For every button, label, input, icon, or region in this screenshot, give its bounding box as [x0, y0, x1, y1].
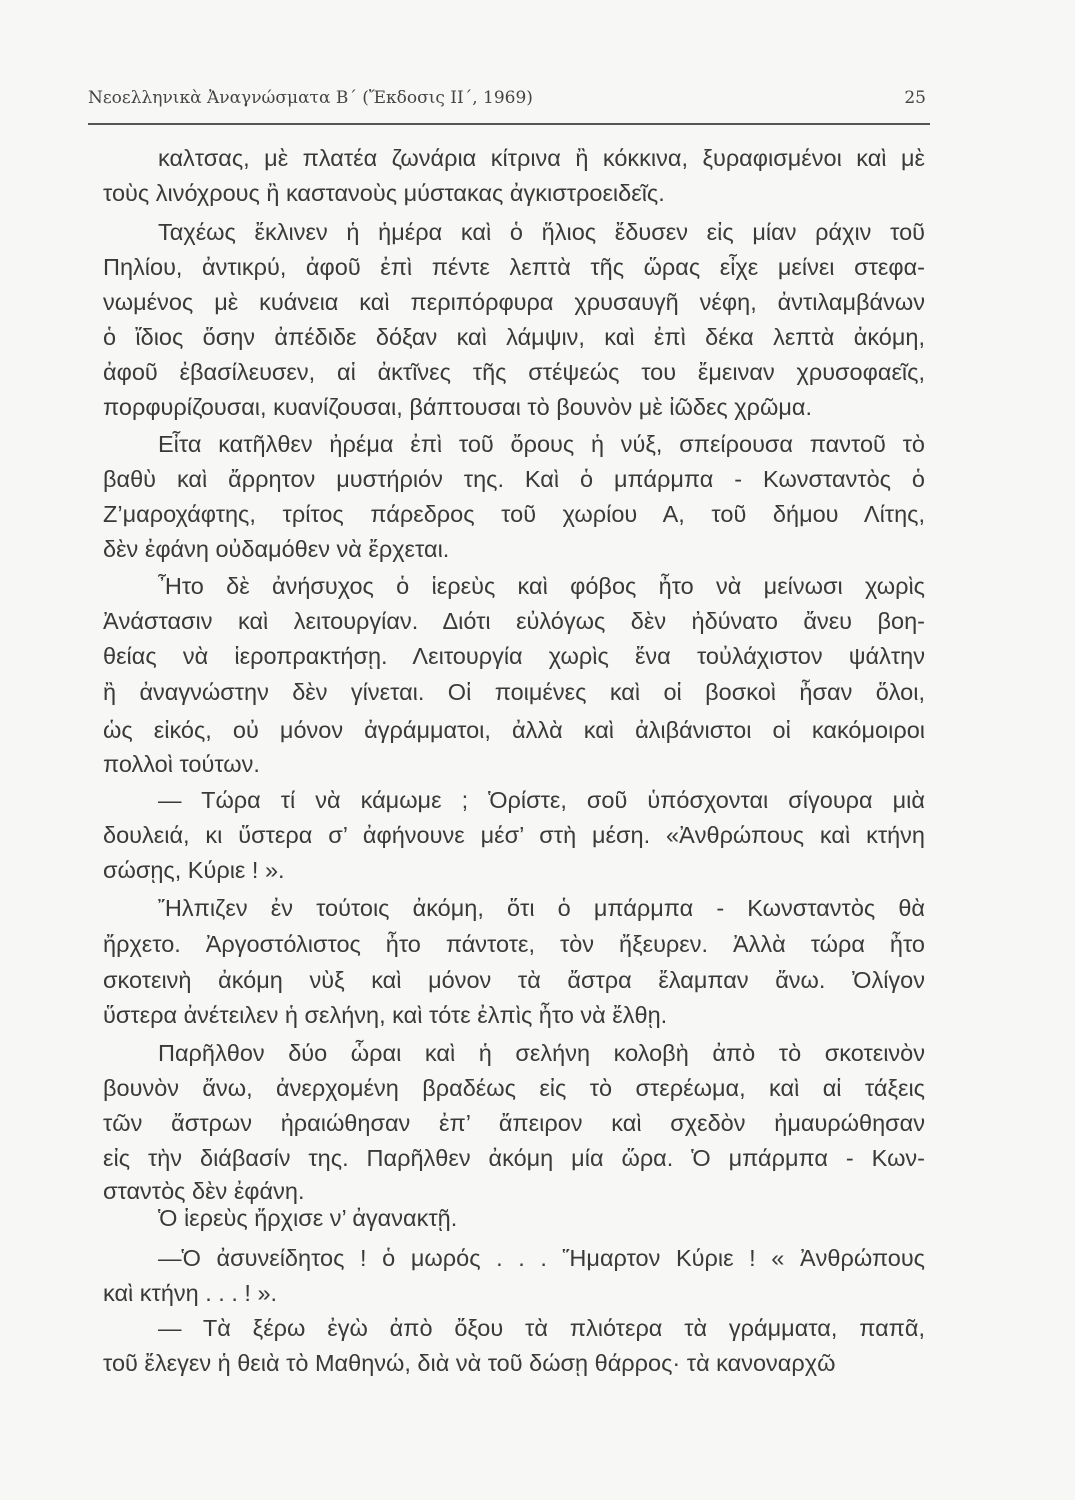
text-line: τῶν ἄστρων ἠραιώθησαν ἐπ’ ἄπειρον καὶ σχεδὸν ἠμαυρώθησαν [103, 1110, 925, 1136]
header-rule [88, 123, 930, 125]
text-line: ἢ ἀναγνώστην δὲν γίνεται. Οἱ ποιμένες καὶ οἱ βοσκοὶ ἦσαν ὅλοι, [103, 679, 925, 705]
text-line: βουνὸν ἄνω, ἀνερχομένη βραδέως εἰς τὸ στερέωμα, καὶ αἱ τάξεις [103, 1075, 925, 1101]
text-line: σώσῃς, Κύριε ! ». [103, 857, 285, 883]
text-line: πορφυρίζουσαι, κυανίζουσαι, βάπτουσαι τὸ βουνὸν μὲ ἰῶδες χρῶμα. [103, 394, 812, 420]
text-line: νωμένος μὲ κυάνεια καὶ περιπόρφυρα χρυσαυγῆ νέφη, ἀντιλαμβάνων [103, 289, 925, 315]
text-line: ἀφοῦ ἐβασίλευσεν, αἱ ἀκτῖνες τῆς στέψεώς του ἔμειναν χρυσοφαεῖς, [103, 359, 925, 385]
text-line: ὡς εἰκός, οὐ μόνον ἀγράμματοι, ἀλλὰ καὶ ἀλιβάνιστοι οἱ κακόμοιροι [103, 717, 925, 743]
text-line: τοὺς λινόχρους ἢ καστανοὺς μύστακας ἀγκιστροειδεῖς. [103, 180, 665, 206]
text-line: Ταχέως ἔκλινεν ἡ ἡμέρα καὶ ὁ ἥλιος ἔδυσεν εἰς μίαν ράχιν τοῦ [158, 219, 925, 245]
running-title: Νεοελληνικὰ Ἀναγνώσματα Β΄ (Ἔκδοσις ΙΙ΄, 1969) [88, 88, 533, 108]
text-line: βαθὺ καὶ ἄρρητον μυστήριόν της. Καὶ ὁ μπάρμπα - Κωνσταντὸς ὁ [103, 466, 925, 492]
page-number: 25 [904, 88, 926, 108]
text-line: τοῦ ἔλεγεν ἡ θειὰ τὸ Μαθηνώ, διὰ νὰ τοῦ δώσῃ θάρρος· τὰ κανοναρχῶ [103, 1350, 836, 1376]
text-line: Πηλίου, ἀντικρύ, ἀφοῦ ἐπὶ πέντε λεπτὰ τῆς ὥρας εἶχε μείνει στεφα- [103, 254, 925, 280]
text-line: Εἶτα κατῆλθεν ἠρέμα ἐπὶ τοῦ ὄρους ἡ νύξ, σπείρουσα παντοῦ τὸ [158, 431, 925, 457]
text-line: Παρῆλθον δύο ὧραι καὶ ἡ σελήνη κολοβὴ ἀπὸ τὸ σκοτεινὸν [158, 1040, 925, 1066]
text-line: ἤρχετο. Ἀργοστόλιστος ἦτο πάντοτε, τὸν ἤξευρεν. Ἀλλὰ τώρα ἦτο [103, 931, 925, 957]
text-line: — Τὰ ξέρω ἐγὼ ἀπὸ ὄξου τὰ πλιότερα τὰ γράμματα, παπᾶ, [158, 1315, 925, 1341]
text-line: Ἦτο δὲ ἀνήσυχος ὁ ἱερεὺς καὶ φόβος ἦτο νὰ μείνωσι χωρὶς [158, 573, 925, 599]
text-line: εἰς τὴν διάβασίν της. Παρῆλθεν ἀκόμη μία ὥρα. Ὁ μπάρμπα - Κων- [103, 1145, 925, 1171]
text-line: Ζ’μαροχάφτης, τρίτος πάρεδρος τοῦ χωρίου Α, τοῦ δήμου Λίτης, [103, 501, 925, 527]
text-line: σταντὸς δὲν ἐφάνη. [103, 1178, 305, 1204]
text-line: δὲν ἐφάνη οὐδαμόθεν νὰ ἔρχεται. [103, 536, 450, 562]
text-line: καλτσας, μὲ πλατέα ζωνάρια κίτρινα ἢ κόκκινα, ξυραφισμένοι καὶ μὲ [158, 145, 925, 171]
text-line: — Τώρα τί νὰ κάμωμε ; Ὁρίστε, σοῦ ὑπόσχονται σίγουρα μιὰ [158, 787, 925, 813]
text-line: Ἤλπιζεν ἐν τούτοις ἀκόμη, ὅτι ὁ μπάρμπα - Κωνσταντὸς θὰ [158, 895, 925, 921]
text-line: ὁ ἴδιος ὅσην ἀπέδιδε δόξαν καὶ λάμψιν, καὶ ἐπὶ δέκα λεπτὰ ἀκόμη, [103, 324, 925, 350]
running-header [88, 86, 930, 116]
text-line: Ἀνάστασιν καὶ λειτουργίαν. Διότι εὐλόγως δὲν ἠδύνατο ἄνευ βοη- [103, 608, 925, 634]
text-line: ὕστερα ἀνέτειλεν ἡ σελήνη, καὶ τότε ἐλπὶς ἦτο νὰ ἔλθῃ. [103, 1002, 668, 1028]
text-line: πολλοὶ τούτων. [103, 751, 260, 777]
text-line: Ὁ ἱερεὺς ἤρχισε ν’ ἀγανακτῇ. [158, 1205, 458, 1231]
text-line: σκοτεινὴ ἀκόμη νὺξ καὶ μόνον τὰ ἄστρα ἔλαμπαν ἄνω. Ὀλίγον [103, 967, 925, 993]
text-line: θείας νὰ ἱεροπρακτήσῃ. Λειτουργία χωρὶς ἕνα τοὐλάχιστον ψάλτην [103, 643, 925, 669]
text-line: καὶ κτήνη . . . ! ». [103, 1280, 278, 1306]
text-line: —Ὁ ἀσυνείδητος ! ὁ μωρός . . . Ἥμαρτον Κύριε ! « Ἀνθρώπους [158, 1245, 925, 1271]
text-line: δουλειά, κι ὕστερα σ’ ἀφήνουνε μέσ’ στὴ μέση. «Ἀνθρώπους καὶ κτήνη [103, 822, 925, 848]
